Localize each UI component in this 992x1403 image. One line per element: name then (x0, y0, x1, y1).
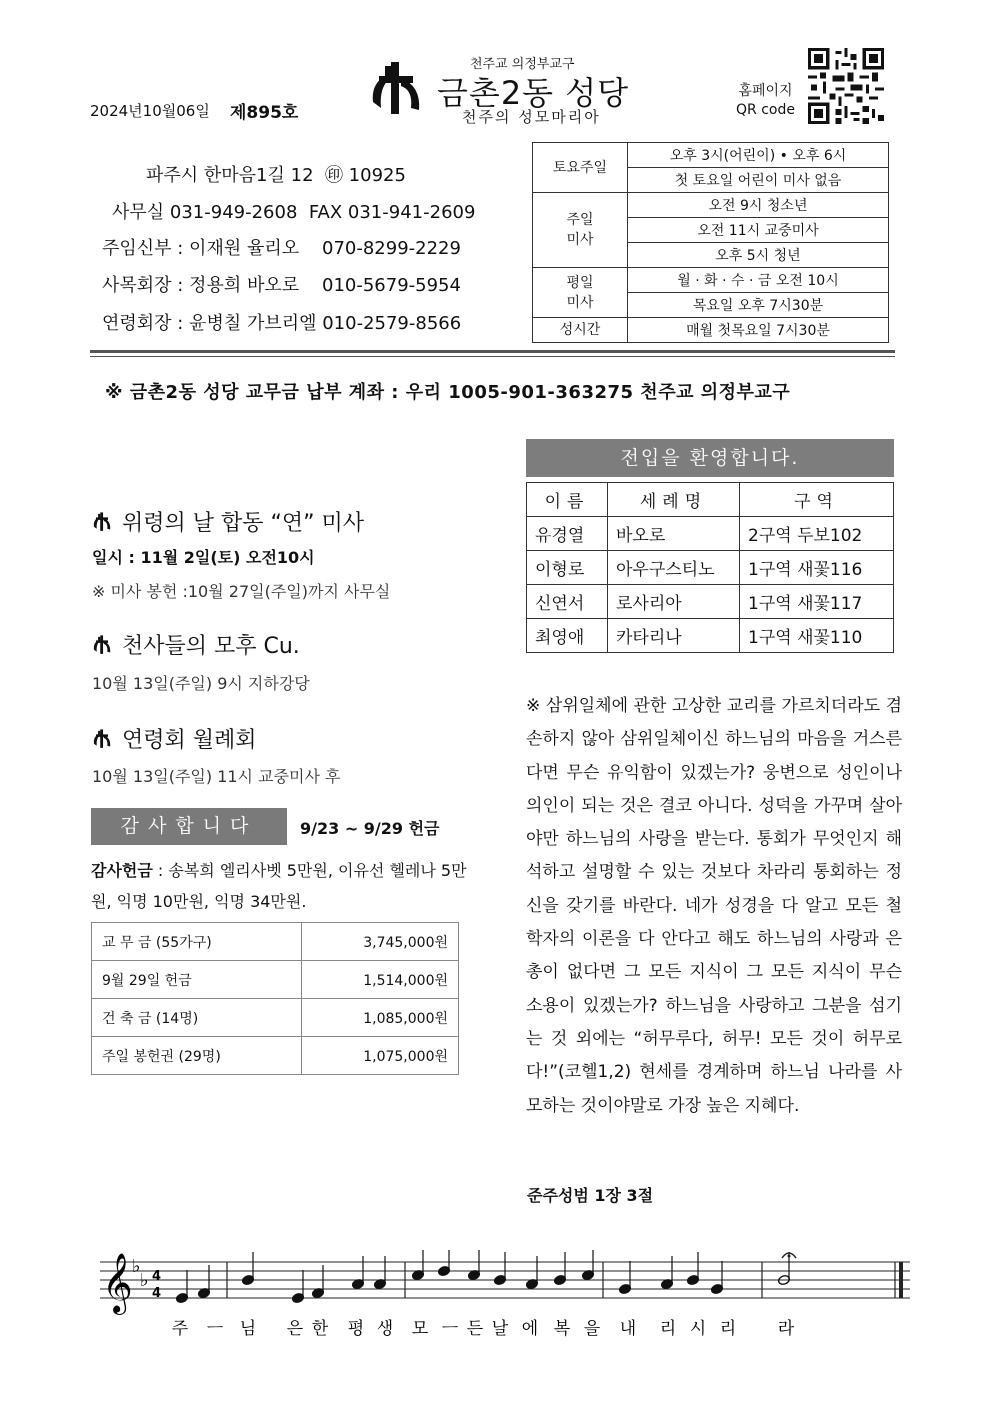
offering-item: 건 축 금 (14명) (92, 999, 302, 1037)
table-row (92, 961, 459, 999)
newcomer-name: 유경열 (527, 517, 608, 551)
offering-amount: 1,514,000원 (302, 961, 459, 999)
lyric-syllable: 을 (583, 1319, 601, 1339)
table-row (527, 619, 894, 653)
table-row (92, 999, 459, 1037)
lyric-syllable: 든 (466, 1319, 484, 1339)
welcome-heading: 전입을 환영합니다. (526, 439, 894, 477)
adoration-time: 매월 첫목요일 7시30분 (628, 318, 889, 343)
patron-saint: 천주의 성모마리아 (462, 108, 601, 126)
weekday-mass-time: 목요일 오후 7시30분 (628, 293, 889, 318)
time-signature: 4 (152, 1286, 162, 1301)
mass-times-table (532, 142, 889, 343)
notice-title-text: 위령의 날 합동 “연” 미사 (122, 511, 365, 536)
flat-icon: ♭ (140, 1270, 149, 1291)
lyric-syllable: 주 (171, 1319, 189, 1339)
notice-line: 10월 13일(주일) 11시 교중미사 후 (92, 767, 341, 786)
lyric-syllable: 에 (521, 1319, 539, 1339)
thanks-donors (91, 855, 471, 917)
offering-amount: 1,075,000원 (302, 1037, 459, 1075)
newcomer-name: 최영애 (527, 619, 608, 653)
lyric-syllable: 모 (411, 1319, 429, 1339)
funeral-association-contact: 연령회장 : 윤병칠 가브리엘 010-2579-8566 (102, 313, 462, 334)
parish-address: 파주시 한마음1길 12 ㊞ 10925 (146, 165, 406, 186)
table-row (527, 517, 894, 551)
notice-title (90, 629, 300, 660)
adoration-label: 성시간 (533, 318, 628, 343)
diocese-name: 천주교 의정부교구 (470, 57, 575, 72)
column-header: 이름 (527, 483, 608, 517)
fermata-dot (788, 1255, 791, 1258)
church-logo-icon (90, 634, 114, 656)
offering-item: 9월 29일 헌금 (92, 961, 302, 999)
weekday-mass-label: 평일 미사 (533, 268, 628, 318)
lyric-syllable: 시 (689, 1319, 707, 1339)
sunday-mass-label: 주일 미사 (533, 193, 628, 268)
newcomer-district: 2구역 두보102 (740, 517, 894, 551)
saturday-mass-time: 오후 3시(어린이) • 오후 6시 (628, 143, 889, 168)
notes (175, 1250, 790, 1304)
notice-title (90, 506, 364, 537)
homepage-label-line2: QR code (736, 102, 795, 118)
offering-item: 주일 봉헌권 (29명) (92, 1037, 302, 1075)
qr-code-icon[interactable] (808, 48, 884, 124)
homepage-label-line1: 홈페이지 (738, 83, 793, 99)
newcomer-name: 이형로 (527, 551, 608, 585)
lyric-syllable: 라 (777, 1319, 795, 1339)
lyric-syllable: 리 (719, 1319, 737, 1339)
thanks-label: 감사헌금 (91, 861, 153, 880)
lyric-syllable: 한 (311, 1319, 329, 1339)
thanks-heading: 감사합니다 (91, 808, 287, 845)
lyric-syllable: 생 (376, 1319, 394, 1339)
lyric-syllable: 내 (619, 1319, 637, 1339)
lyric-syllable: 평 (347, 1319, 365, 1339)
newcomer-baptismal-name: 아우구스티노 (608, 551, 740, 585)
offering-item: 교 무 금 (55가구) (92, 923, 302, 961)
newcomer-baptismal-name: 로사리아 (608, 585, 740, 619)
sheet-music (100, 1250, 910, 1345)
lyrics (172, 1318, 795, 1339)
homepage-label (736, 82, 795, 120)
notice-title-text: 천사들의 모후 Cu. (122, 634, 300, 659)
thanks-period: 9/23 ~ 9/29 헌금 (300, 819, 440, 838)
sunday-mass-time: 오전 9시 청소년 (628, 193, 889, 218)
lyric-syllable: ㅡ (441, 1319, 459, 1339)
church-logo-icon (365, 58, 427, 120)
notice-line: ※ 미사 봉헌 :10월 27일(주일)까지 사무실 (92, 582, 391, 601)
flat-icon: ♭ (132, 1256, 141, 1277)
pastor-contact: 주임신부 : 이재원 율리오 070-8299-2229 (102, 238, 461, 259)
table-row (92, 923, 459, 961)
table-row (527, 585, 894, 619)
lyric-syllable: 리 (659, 1319, 677, 1339)
newcomers-table (526, 482, 894, 653)
lyric-syllable: 은 (286, 1319, 304, 1339)
lyric-syllable: 날 (491, 1319, 509, 1339)
parish-name: 금촌2동 성당 (437, 74, 630, 112)
newcomer-district: 1구역 새꽃117 (740, 585, 894, 619)
newcomer-district: 1구역 새꽃110 (740, 619, 894, 653)
sunday-mass-time: 오전 11시 교중미사 (628, 218, 889, 243)
table-row (527, 551, 894, 585)
treble-clef-icon: 𝄞 (102, 1253, 133, 1313)
time-signature: 4 (152, 1269, 162, 1284)
header-divider (90, 356, 895, 357)
notice-title (90, 723, 257, 754)
newcomer-name: 신연서 (527, 585, 608, 619)
offering-amount: 3,745,000원 (302, 923, 459, 961)
column-header: 구역 (740, 483, 894, 517)
church-logo-icon (90, 728, 114, 750)
newcomer-baptismal-name: 카타리나 (608, 619, 740, 653)
notice-title-text: 연령회 월례회 (122, 728, 257, 753)
saturday-mass-note: 첫 토요일 어린이 미사 없음 (628, 168, 889, 193)
header-divider (90, 350, 895, 353)
council-president-contact: 사목회장 : 정용희 바오로 010-5679-5954 (102, 275, 461, 296)
lyric-syllable: 복 (553, 1319, 571, 1339)
office-phone: 사무실 031-949-2608 FAX 031-941-2609 (112, 202, 476, 223)
church-logo-icon (90, 511, 114, 533)
imitation-of-christ-quote: ※ 삼위일체에 관한 고상한 교리를 가르치더라도 겸손하지 않아 삼위일체이신 하느님의 마음을 거스른다면 무슨 유익함이 있겠는가? 웅변으로 성인이나 의인이 되는 것은 결코 아니다. 성덕을 가꾸며 살아야만 하느님의 사랑을 받는다. 통회가 무엇인지 해석하고 설명할 수 있는 것보다 차라리 통회하는 정신을 갖기를 바란다. 네가 성경을 다 알고 모든 철학자의 이론을 다 안다고 해도 하느님의 사랑과 은총이 없다면 그 모든 지식이 그 모든 지식이 무슨 소용이 있겠는가? 하느님을 사랑하고 그분을 섬기는 것 외에는 “허무루다, 허무! 모든 것이 허무로다!”(코헬1,2) 현세를 경계하며 하느님 나라를 사모하는 것이야말로 가장 높은 지혜다. (526, 696, 902, 1116)
issue-number: 제895호 (230, 103, 299, 123)
lyric-syllable: 님 (239, 1319, 257, 1339)
thanks-donor-list: : 송복희 엘리사벳 5만원, 이유선 헬레나 5만원, 익명 10만원, 익명 34만원. (91, 861, 467, 911)
quote-source: 준주성범 1장 3절 (527, 1186, 654, 1205)
table-header-row (527, 483, 894, 517)
offering-table (91, 922, 459, 1075)
column-header: 세례명 (608, 483, 740, 517)
sunday-mass-time: 오후 5시 청년 (628, 243, 889, 268)
weekday-mass-time: 월 · 화 · 수 · 금 오전 10시 (628, 268, 889, 293)
lyric-syllable: ㅡ (206, 1319, 224, 1339)
table-row (92, 1037, 459, 1075)
offering-amount: 1,085,000원 (302, 999, 459, 1037)
account-info: ※ 금촌2동 성당 교무금 납부 계좌 : 우리 1005-901-363275 천주교 의정부교구 (105, 382, 791, 403)
newcomer-baptismal-name: 바오로 (608, 517, 740, 551)
issue-date: 2024년10월06일 (90, 102, 210, 120)
notice-line: 일시 : 11월 2일(토) 오전10시 (92, 548, 315, 567)
notice-line: 10월 13일(주일) 9시 지하강당 (92, 674, 310, 693)
saturday-mass-label: 토요주일 (533, 143, 628, 193)
newcomer-district: 1구역 새꽃116 (740, 551, 894, 585)
